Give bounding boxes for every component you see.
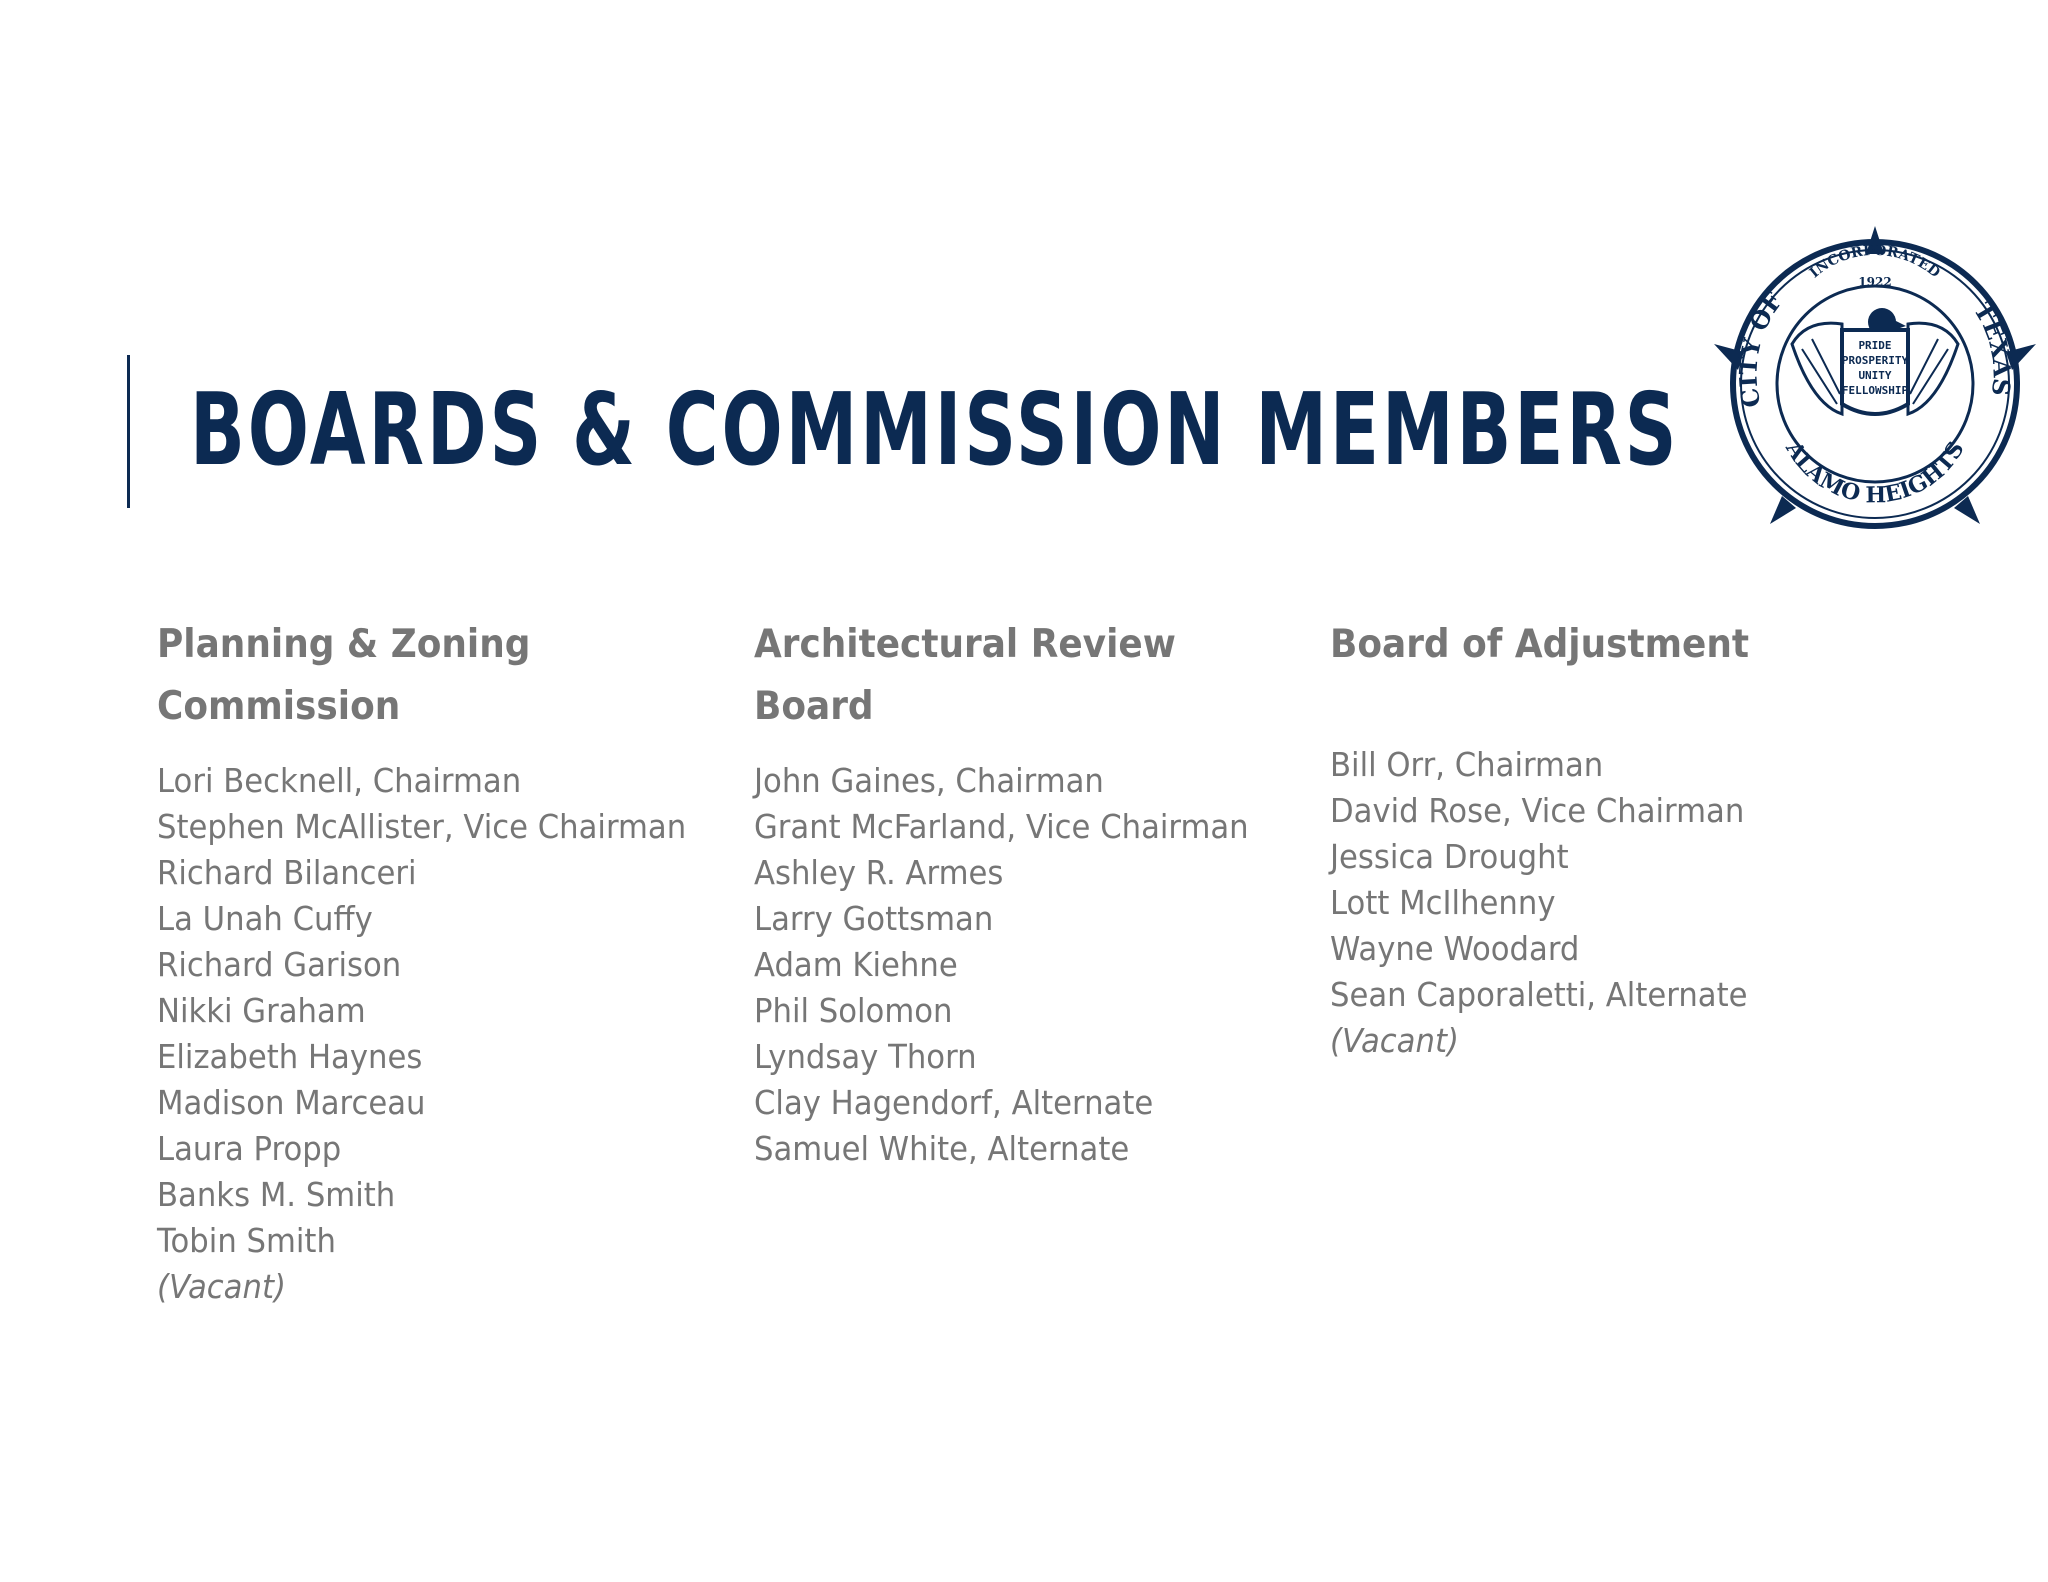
seal-left-text: CITY OF <box>1733 286 1789 411</box>
list-item: Clay Hagendorf, Alternate <box>754 1083 1154 1122</box>
seal-top-text: INCORPORATED <box>1806 242 1943 282</box>
list-item: Lyndsay Thorn <box>754 1037 977 1076</box>
list-item: Bill Orr, Chairman <box>1330 745 1604 784</box>
member-list <box>157 758 717 1310</box>
list-item: Phil Solomon <box>754 991 953 1030</box>
list-item: Jessica Drought <box>1330 837 1569 876</box>
column-heading: Architectural Review <box>754 622 1176 667</box>
list-item: Samuel White, Alternate <box>754 1129 1130 1168</box>
list-item: Madison Marceau <box>157 1083 426 1122</box>
list-item: La Unah Cuffy <box>157 899 373 938</box>
seal-year: 1922 <box>1858 275 1892 289</box>
seal-shield-line-3: UNITY <box>1858 369 1892 382</box>
list-item: Tobin Smith <box>157 1221 336 1260</box>
member-list <box>1330 742 1890 1064</box>
column-heading: Board of Adjustment <box>1330 622 1750 667</box>
svg-text:TEXAS <box>1968 297 2017 397</box>
column-heading: Planning & Zoning <box>157 622 531 667</box>
vacant-seat: (Vacant) <box>157 1267 286 1306</box>
seal-bottom-text: ALAMO HEIGHTS <box>1780 436 1970 509</box>
svg-text:CITY OF <box>1733 287 1788 410</box>
list-item: Ashley R. Armes <box>754 853 1004 892</box>
list-item: Adam Kiehne <box>754 945 958 984</box>
list-item: Richard Bilanceri <box>157 853 417 892</box>
list-item: Richard Garison <box>157 945 402 984</box>
list-item: Larry Gottsman <box>754 899 994 938</box>
list-item: Elizabeth Haynes <box>157 1037 423 1076</box>
list-item: Lott McIlhenny <box>1330 883 1556 922</box>
list-item: Lori Becknell, Chairman <box>157 761 522 800</box>
page-title: BOARDS & COMMISSION MEMBERS <box>190 371 1680 488</box>
city-seal-logo <box>1712 224 2038 536</box>
list-item: Banks M. Smith <box>157 1175 396 1214</box>
architectural-review-column <box>754 614 1314 1172</box>
title-accent-bar <box>127 355 130 508</box>
list-item: John Gaines, Chairman <box>754 761 1104 800</box>
vacant-seat: (Vacant) <box>1330 1021 1459 1060</box>
planning-zoning-column <box>157 614 717 1310</box>
board-of-adjustment-column <box>1330 614 1890 1064</box>
svg-text:ALAMO HEIGHTS <box>1780 436 1970 508</box>
column-heading-line-2: Board <box>754 684 874 729</box>
member-list <box>754 758 1314 1172</box>
list-item: Nikki Graham <box>157 991 366 1030</box>
list-item: Sean Caporaletti, Alternate <box>1330 975 1748 1014</box>
list-item: Grant McFarland, Vice Chairman <box>754 807 1249 846</box>
seal-shield-line-4: FELLOWSHIP <box>1841 384 1909 397</box>
list-item: Laura Propp <box>157 1129 342 1168</box>
seal-shield-line-1: PRIDE <box>1858 339 1892 352</box>
column-heading-line-2: Commission <box>157 684 401 729</box>
list-item: David Rose, Vice Chairman <box>1330 791 1745 830</box>
list-item: Stephen McAllister, Vice Chairman <box>157 807 687 846</box>
list-item: Wayne Woodard <box>1330 929 1580 968</box>
seal-shield-line-2: PROSPERITY <box>1841 354 1909 367</box>
seal-right-text: TEXAS <box>1968 297 2017 398</box>
